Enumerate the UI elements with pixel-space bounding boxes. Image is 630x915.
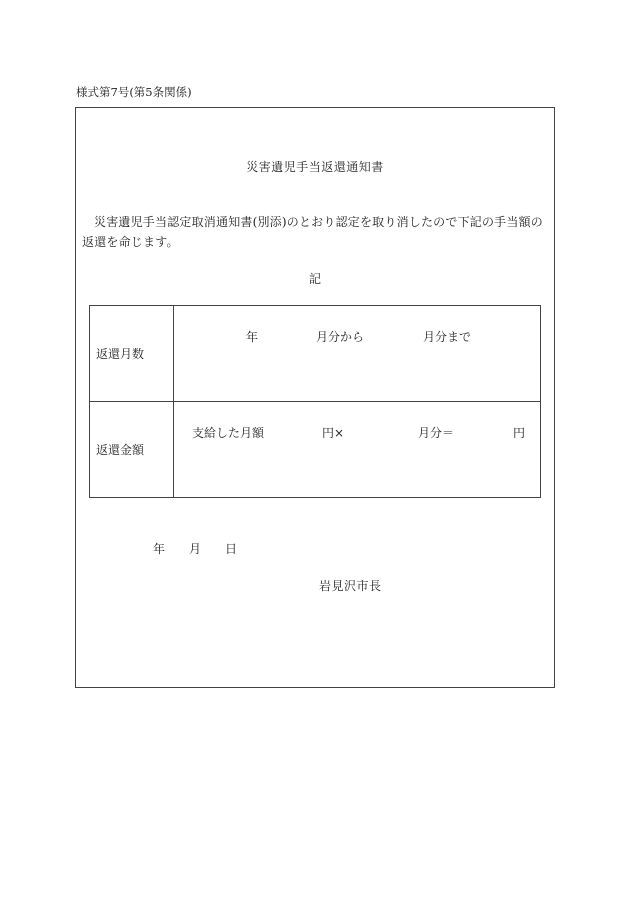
date-month-label: 月 [189, 542, 202, 556]
refund-details-table [89, 305, 541, 498]
ki-heading: 記 [308, 272, 321, 286]
months-year-label: 年 [246, 330, 259, 344]
notice-body-text: 災害遺児手当認定取消通知書(別添)のとおり認定を取り消したので下記の手当額の返還を命じます。 [82, 215, 543, 249]
issuer-name: 岩見沢市長 [319, 579, 382, 593]
yen-label: 円 [513, 426, 526, 440]
refund-amount-row [90, 402, 541, 498]
form-number-label: 様式第7号(第5条関係) [76, 85, 192, 99]
refund-months-row [90, 306, 541, 402]
refund-amount-header-cell [90, 402, 174, 498]
date-day-label: 日 [225, 542, 238, 556]
notice-frame [75, 107, 555, 688]
refund-amount-value-cell [174, 402, 541, 498]
refund-amount-label: 返還金額 [96, 443, 145, 457]
refund-months-header-cell [90, 306, 174, 402]
document-title: 災害遺児手当返還通知書 [246, 160, 384, 174]
months-equals-label: 月分＝ [418, 426, 455, 440]
refund-months-label: 返還月数 [96, 347, 145, 361]
paid-monthly-label: 支給した月額 [192, 426, 265, 440]
months-to-label: 月分まで [423, 330, 472, 344]
date-year-label: 年 [153, 542, 166, 556]
months-from-label: 月分から [316, 330, 365, 344]
yen-times-label: 円× [322, 426, 345, 440]
refund-months-value-cell [174, 306, 541, 402]
